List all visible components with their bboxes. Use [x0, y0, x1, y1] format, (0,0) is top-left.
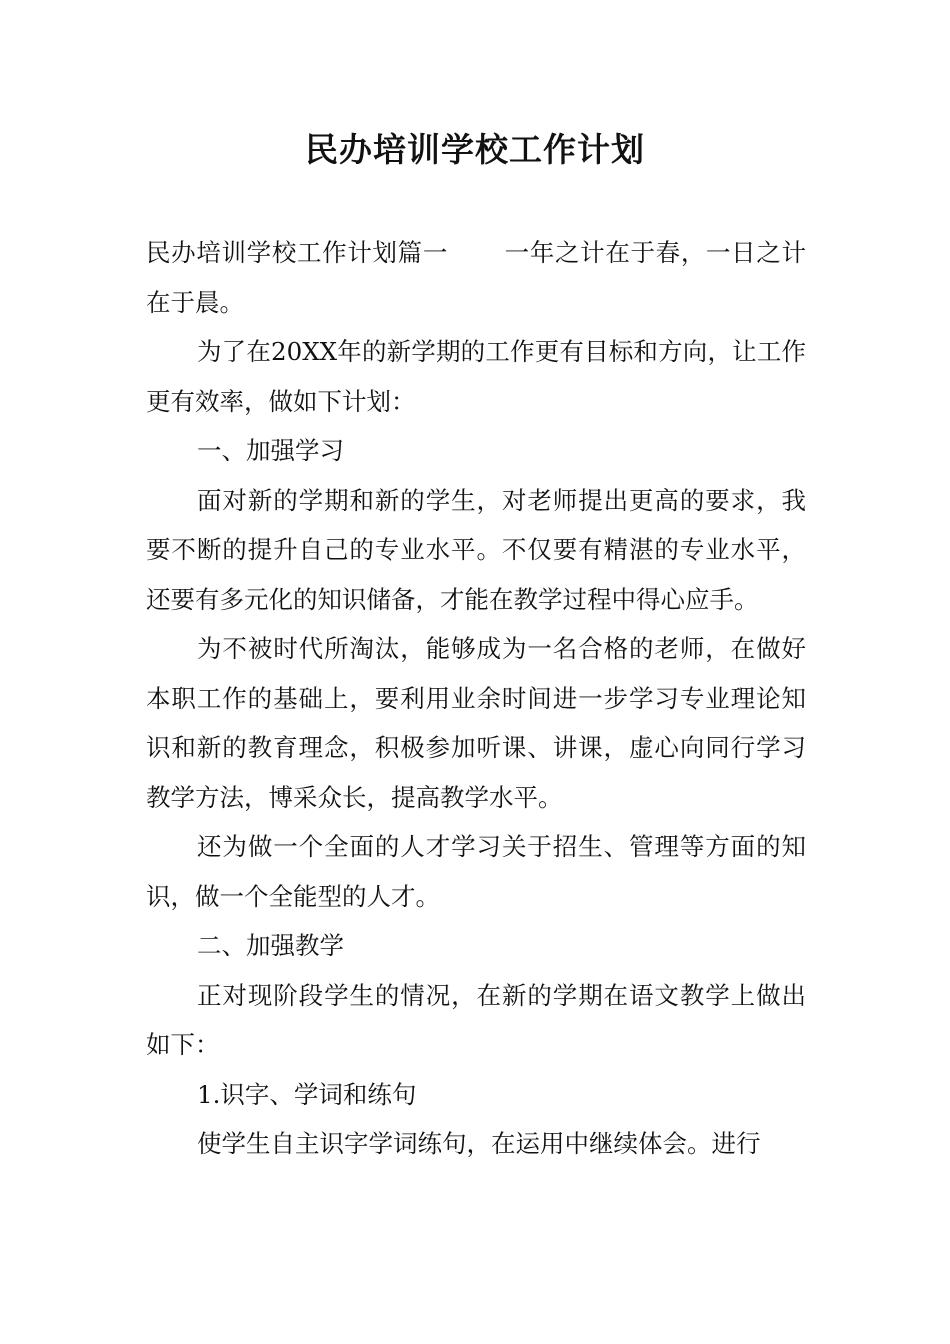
subheading-1: 1.识字、学词和练句: [197, 1079, 417, 1109]
intro-paragraph: [146, 228, 806, 327]
intro-heading: 民办培训学校工作计划篇一: [146, 238, 448, 267]
paragraph-all-round: 还为做一个全面的人才学习关于招生、管理等方面的知识，做一个全能型的人才。: [146, 832, 806, 911]
document-body: [146, 228, 806, 1169]
section-heading-1: 一、加强学习: [197, 436, 344, 465]
paragraph-self-study: 为不被时代所淘汰，能够成为一名合格的老师，在做好本职工作的基础上，要利用业余时间进一步学习专业理论知识和新的教育理念，积极参加听课、讲课，虚心向同行学习教学方法，博采众长，提高教学水平。: [146, 634, 806, 812]
paragraph-teaching-plan: 正对现阶段学生的情况，在新的学期在语文教学上做出如下：: [146, 980, 806, 1059]
paragraph-new-semester: 面对新的学期和新的学生，对老师提出更高的要求，我要不断的提升自己的专业水平。不仅要有精湛的专业水平，还要有多元化的知识储备，才能在教学过程中得心应手。: [146, 485, 806, 614]
section-heading-2: 二、加强教学: [197, 931, 344, 960]
paragraph-literacy: 使学生自主识字学词练句，在运用中继续体会。进行: [197, 1129, 761, 1158]
intro-text: 一年之计在于春，一日之计在于晨。: [146, 238, 806, 317]
document-title: 民办培训学校工作计划: [305, 130, 645, 169]
paragraph-purpose: 为了在20XX年的新学期的工作更有目标和方向，让工作更有效率，做如下计划：: [146, 337, 806, 416]
